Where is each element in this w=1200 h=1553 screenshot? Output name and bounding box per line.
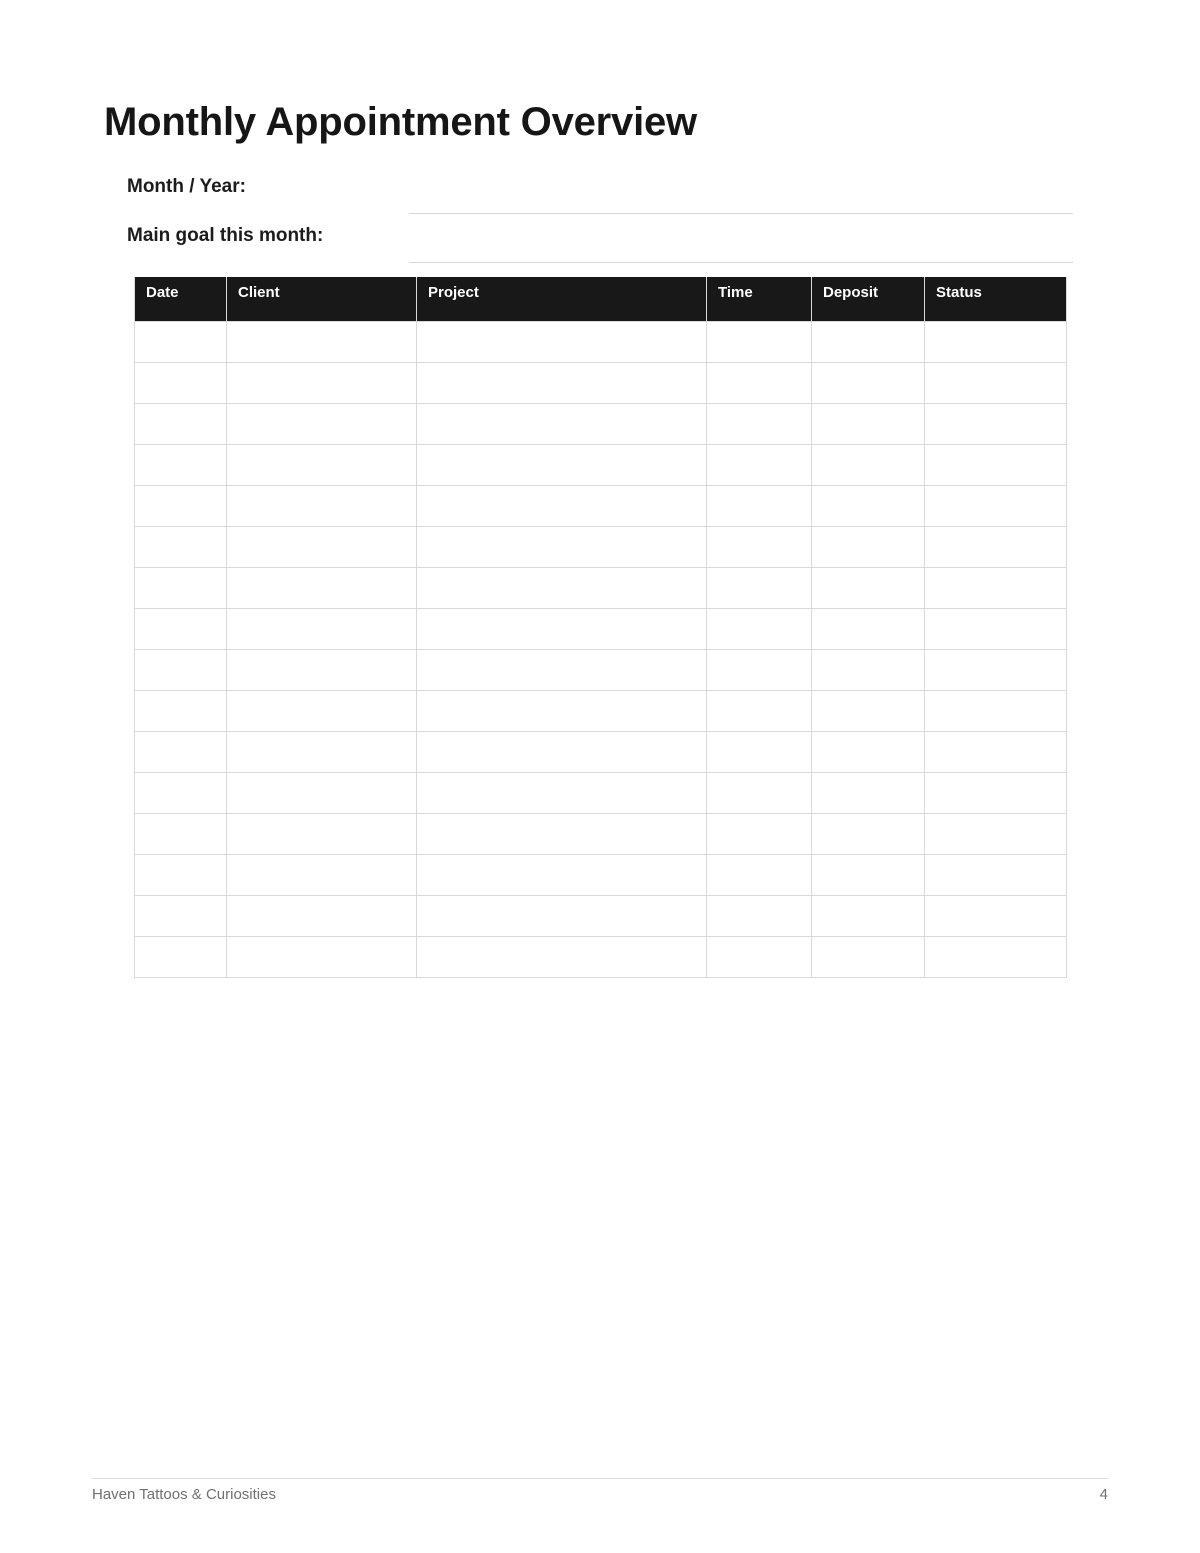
table-cell-project[interactable]	[417, 690, 707, 731]
table-cell-status[interactable]	[925, 772, 1067, 813]
table-cell-client[interactable]	[227, 526, 417, 567]
table-cell-deposit[interactable]	[812, 936, 925, 977]
table-cell-deposit[interactable]	[812, 690, 925, 731]
table-cell-project[interactable]	[417, 485, 707, 526]
table-row	[135, 731, 1067, 772]
table-cell-status[interactable]	[925, 567, 1067, 608]
column-header-deposit: Deposit	[812, 277, 925, 321]
table-cell-date[interactable]	[135, 854, 227, 895]
table-cell-status[interactable]	[925, 362, 1067, 403]
table-cell-time[interactable]	[707, 526, 812, 567]
main-goal-label: Main goal this month:	[127, 225, 324, 246]
table-cell-date[interactable]	[135, 690, 227, 731]
table-cell-client[interactable]	[227, 731, 417, 772]
table-cell-client[interactable]	[227, 649, 417, 690]
table-cell-project[interactable]	[417, 321, 707, 362]
table-cell-project[interactable]	[417, 772, 707, 813]
table-cell-client[interactable]	[227, 854, 417, 895]
table-cell-time[interactable]	[707, 649, 812, 690]
table-row	[135, 936, 1067, 977]
table-row	[135, 649, 1067, 690]
table-row	[135, 854, 1067, 895]
table-cell-deposit[interactable]	[812, 567, 925, 608]
table-cell-status[interactable]	[925, 608, 1067, 649]
table-cell-time[interactable]	[707, 772, 812, 813]
table-cell-project[interactable]	[417, 403, 707, 444]
table-cell-deposit[interactable]	[812, 526, 925, 567]
month-year-field[interactable]	[409, 183, 1073, 213]
table-row	[135, 608, 1067, 649]
table-cell-client[interactable]	[227, 485, 417, 526]
table-cell-client[interactable]	[227, 936, 417, 977]
footer-page-number: 4	[1099, 1486, 1108, 1503]
table-cell-client[interactable]	[227, 362, 417, 403]
table-cell-project[interactable]	[417, 936, 707, 977]
table-cell-project[interactable]	[417, 567, 707, 608]
table-cell-date[interactable]	[135, 362, 227, 403]
table-cell-date[interactable]	[135, 731, 227, 772]
table-cell-time[interactable]	[707, 321, 812, 362]
table-cell-deposit[interactable]	[812, 321, 925, 362]
table-cell-project[interactable]	[417, 895, 707, 936]
table-cell-status[interactable]	[925, 895, 1067, 936]
table-row	[135, 690, 1067, 731]
table-row	[135, 403, 1067, 444]
table-cell-deposit[interactable]	[812, 444, 925, 485]
table-cell-date[interactable]	[135, 321, 227, 362]
month-year-underline	[409, 213, 1073, 214]
table-cell-time[interactable]	[707, 731, 812, 772]
table-cell-time[interactable]	[707, 444, 812, 485]
table-cell-date[interactable]	[135, 608, 227, 649]
column-header-date: Date	[135, 277, 227, 321]
column-header-project: Project	[417, 277, 707, 321]
table-cell-project[interactable]	[417, 854, 707, 895]
table-cell-client[interactable]	[227, 813, 417, 854]
table-cell-status[interactable]	[925, 485, 1067, 526]
table-cell-deposit[interactable]	[812, 813, 925, 854]
main-goal-underline	[409, 262, 1073, 263]
table-row	[135, 362, 1067, 403]
table-cell-status[interactable]	[925, 403, 1067, 444]
table-cell-date[interactable]	[135, 403, 227, 444]
table-header-row	[135, 277, 1067, 321]
table-cell-project[interactable]	[417, 608, 707, 649]
table-cell-deposit[interactable]	[812, 772, 925, 813]
table-cell-project[interactable]	[417, 649, 707, 690]
table-cell-time[interactable]	[707, 895, 812, 936]
table-row	[135, 813, 1067, 854]
table-cell-time[interactable]	[707, 608, 812, 649]
table-cell-status[interactable]	[925, 731, 1067, 772]
table-cell-status[interactable]	[925, 321, 1067, 362]
table-cell-project[interactable]	[417, 444, 707, 485]
month-year-label: Month / Year:	[127, 176, 246, 197]
table-cell-time[interactable]	[707, 403, 812, 444]
table-cell-project[interactable]	[417, 362, 707, 403]
table-cell-deposit[interactable]	[812, 485, 925, 526]
table-cell-deposit[interactable]	[812, 608, 925, 649]
table-cell-date[interactable]	[135, 526, 227, 567]
table-cell-date[interactable]	[135, 895, 227, 936]
column-header-time: Time	[707, 277, 812, 321]
table-cell-date[interactable]	[135, 485, 227, 526]
table-cell-project[interactable]	[417, 813, 707, 854]
table-cell-client[interactable]	[227, 608, 417, 649]
table-cell-date[interactable]	[135, 936, 227, 977]
table-cell-client[interactable]	[227, 321, 417, 362]
table-row	[135, 321, 1067, 362]
table-cell-time[interactable]	[707, 362, 812, 403]
table-cell-time[interactable]	[707, 813, 812, 854]
column-header-status: Status	[925, 277, 1067, 321]
table-row	[135, 485, 1067, 526]
table-row	[135, 526, 1067, 567]
table-cell-status[interactable]	[925, 854, 1067, 895]
page-title: Monthly Appointment Overview	[104, 100, 697, 144]
footer-divider	[92, 1478, 1108, 1479]
column-header-client: Client	[227, 277, 417, 321]
footer-business-name: Haven Tattoos & Curiosities	[92, 1486, 276, 1503]
table-cell-date[interactable]	[135, 444, 227, 485]
table-cell-status[interactable]	[925, 526, 1067, 567]
table-cell-deposit[interactable]	[812, 649, 925, 690]
table-row	[135, 444, 1067, 485]
table-cell-time[interactable]	[707, 690, 812, 731]
table-cell-client[interactable]	[227, 444, 417, 485]
table-cell-date[interactable]	[135, 649, 227, 690]
table-row	[135, 567, 1067, 608]
table-cell-date[interactable]	[135, 813, 227, 854]
main-goal-field[interactable]	[409, 231, 1073, 261]
table-cell-status[interactable]	[925, 936, 1067, 977]
table-cell-time[interactable]	[707, 485, 812, 526]
table-cell-time[interactable]	[707, 567, 812, 608]
table-row	[135, 772, 1067, 813]
table-cell-deposit[interactable]	[812, 403, 925, 444]
table-cell-project[interactable]	[417, 526, 707, 567]
table-cell-status[interactable]	[925, 690, 1067, 731]
table-body	[135, 321, 1067, 977]
table-cell-project[interactable]	[417, 731, 707, 772]
table-cell-deposit[interactable]	[812, 895, 925, 936]
table-cell-date[interactable]	[135, 772, 227, 813]
table-cell-client[interactable]	[227, 690, 417, 731]
table-cell-status[interactable]	[925, 649, 1067, 690]
appointment-table	[134, 277, 1067, 978]
table-cell-deposit[interactable]	[812, 362, 925, 403]
table-cell-deposit[interactable]	[812, 731, 925, 772]
table-cell-status[interactable]	[925, 444, 1067, 485]
table-cell-client[interactable]	[227, 895, 417, 936]
table-cell-date[interactable]	[135, 567, 227, 608]
table-row	[135, 895, 1067, 936]
table-cell-time[interactable]	[707, 936, 812, 977]
table-cell-status[interactable]	[925, 813, 1067, 854]
table-cell-client[interactable]	[227, 567, 417, 608]
table-cell-time[interactable]	[707, 854, 812, 895]
table-cell-client[interactable]	[227, 772, 417, 813]
table-cell-deposit[interactable]	[812, 854, 925, 895]
table-cell-client[interactable]	[227, 403, 417, 444]
